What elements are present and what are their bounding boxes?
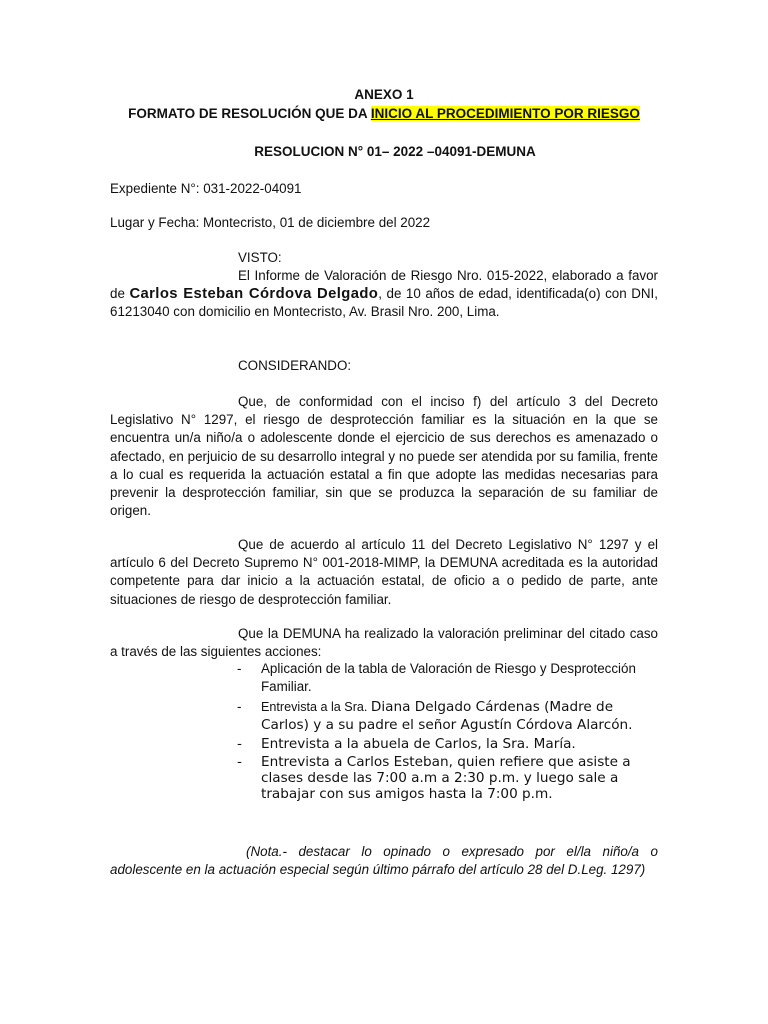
child-name: Carlos Esteban Córdova Delgado [129, 286, 379, 303]
actions-list [237, 660, 658, 802]
considerando-text-1: Que, de conformidad con el inciso f) del artículo 3 del Decreto Legislativo N° 1297, el riesgo de desprotección familiar es la situación en la que se encuentra un/a niño/a o adolescente donde el ejercicio de sus derechos es amenazado o afectado, en perjuicio de su desarrollo integral y no puede ser atendida por su familia, frente a lo cual es requerida la actuación estatal a fin que adopte las medidas necesarias para prevenir la desprotección familiar, sin que se produzca la separación de su familiar de origen. [110, 394, 658, 519]
visto-line1: El Informe de Valoración de Riesgo Nro. 015-2022, elaborado a [238, 268, 624, 283]
resolution-number: RESOLUCION N° 01– 2022 –04091-DEMUNA [254, 144, 536, 159]
list-dash: - [237, 754, 242, 770]
list-item [237, 754, 658, 802]
action-item-2: Diana Delgado Cárdenas (Madre de Carlos) y a su padre el señor Agustín Córdova Alarcón. [261, 699, 633, 733]
visto-paragraph [110, 267, 658, 322]
lugar-fecha: Lugar y Fecha: Montecristo, 01 de diciembre del 2022 [110, 215, 431, 230]
considerando-paragraph-2 [110, 536, 658, 609]
considerando-label: CONSIDERANDO: [238, 358, 352, 373]
note-paragraph: (Nota.- destacar lo opinado o expresado por el/la niño/a o adolescente en la actuación especial según último párrafo del artículo 28 del D.Leg. 1297) [110, 844, 658, 878]
action-item-1: Aplicación de la tabla de Valoración de Riesgo y Desprotección Familiar. [261, 661, 636, 694]
list-dash: - [237, 699, 242, 714]
considerando-paragraph-3 [110, 625, 658, 661]
list-item [237, 736, 658, 752]
expediente: Expediente N°: 031-2022-04091 [110, 181, 302, 196]
action-item-2-prefix: Entrevista a la Sra. [261, 700, 371, 714]
visto-title [110, 249, 658, 267]
format-title-highlight: INICIO AL PROCEDIMIENTO POR RIESGO [370, 106, 640, 121]
considerando-paragraph-1 [110, 393, 658, 520]
list-dash: - [237, 736, 242, 752]
considerando-text-3: Que la DEMUNA ha realizado la valoración preliminar del citado caso a través de las siguientes acciones: [110, 626, 658, 660]
visto-favor: favor de [110, 268, 658, 302]
considerando-title [110, 357, 658, 375]
visto-rest: , de 10 años de edad, identificada(o) con DNI, 61213040 con domicilio en Montecristo, Av. Brasil Nro. 200, Lima. [110, 286, 658, 320]
considerando-text-2: Que de acuerdo al artículo 11 del Decreto Legislativo N° 1297 y el artículo 6 del Decreto Supremo N° 001-2018-MIMP, la DEMUNA acreditada es la autoridad competente para dar inicio a la actuación estatal, de oficio a o pedido de parte, ante situaciones de riesgo de desprotección familiar. [110, 537, 658, 607]
format-title [0, 104, 768, 123]
list-item [237, 660, 658, 696]
annex-title: ANEXO 1 [354, 87, 414, 102]
list-dash: - [237, 661, 242, 676]
format-title-prefix: FORMATO DE RESOLUCIÓN QUE DA [128, 106, 371, 121]
action-item-3: Entrevista a la abuela de Carlos, la Sra. María. [261, 736, 576, 752]
action-item-4: Entrevista a Carlos Esteban, quien refiere que asiste a clases desde las 7:00 a.m a 2:30 p.m. y luego sale a trabajar con sus amigos hasta la 7:00 p.m. [261, 754, 631, 802]
list-item [237, 698, 658, 734]
visto-label: VISTO: [238, 250, 282, 265]
